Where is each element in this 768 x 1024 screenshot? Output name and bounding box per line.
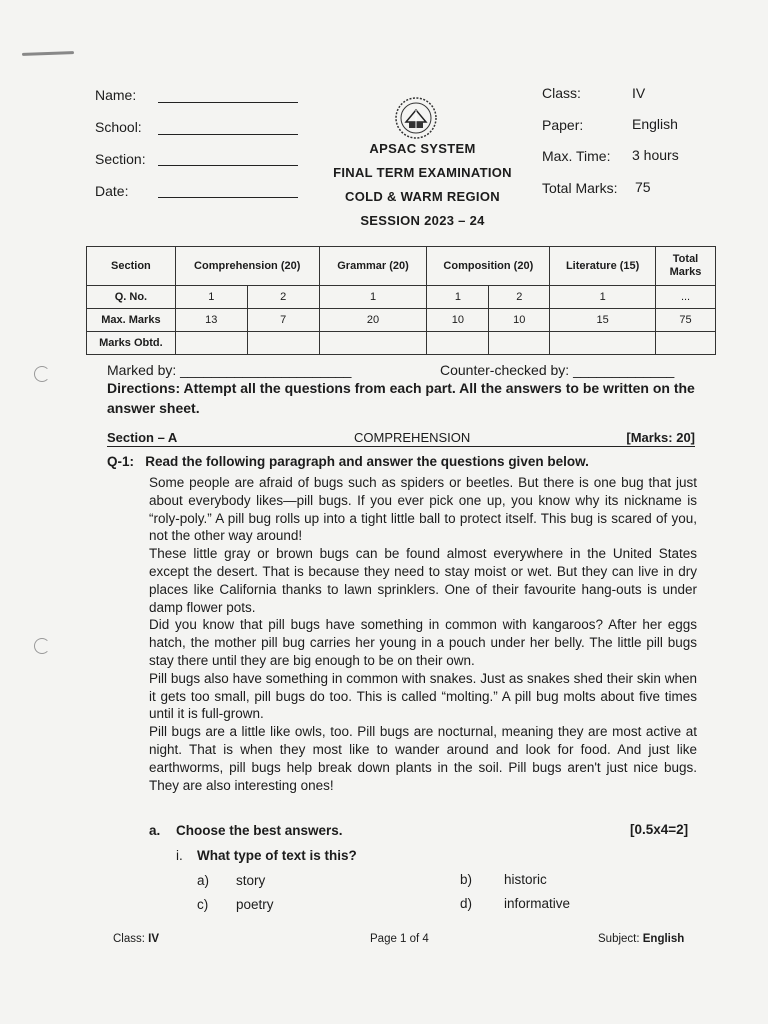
table-cell: 1 (427, 286, 489, 309)
part-a-letter: a. (149, 823, 161, 838)
footer-class-value: IV (148, 933, 160, 945)
region-title: COLD & WARM REGION (345, 189, 500, 204)
paper-value: English (632, 116, 678, 132)
pen-mark (22, 51, 74, 56)
passage-paragraph: Pill bugs also have something in common with snakes. Just as snakes shed their skin when it gets too small, pill bugs do too. This is called “molting.” A pill bug molts about five times until it is full-grown. (149, 670, 697, 722)
table-cell-empty[interactable] (247, 332, 319, 355)
total-marks-label: Total Marks: (542, 180, 618, 196)
table-cell: 2 (489, 286, 550, 309)
name-label: Name: (95, 87, 137, 103)
table-cell: 75 (656, 309, 716, 332)
directions: Directions: Attempt all the questions from each part. All the answers to be written on the answer sheet. (107, 380, 695, 416)
exam-title: FINAL TERM EXAMINATION (333, 165, 512, 180)
option-key: d) (460, 896, 473, 911)
option-key: b) (460, 872, 473, 887)
paper-label: Paper: (542, 117, 584, 133)
table-cell-empty[interactable] (175, 332, 247, 355)
session-title: SESSION 2023 – 24 (360, 213, 485, 228)
question-i-number: i. (176, 848, 183, 863)
reading-passage (149, 474, 697, 794)
part-a-marks: [0.5x4=2] (630, 822, 689, 837)
school-logo-icon (394, 96, 438, 140)
name-field-line[interactable] (158, 102, 298, 103)
table-header-cell: Section (87, 247, 176, 286)
passage-paragraph: Did you know that pill bugs have something in common with kangaroos? After her eggs hatch, the mother pill bug carries her young in a pouch under her belly. The little pill bugs stay there until they are big enough to be on their own. (149, 617, 697, 668)
footer-subject-label: Subject: (598, 933, 640, 945)
option-key: c) (197, 897, 209, 912)
time-label: Max. Time: (542, 148, 611, 164)
table-row (87, 309, 716, 332)
table-row-label: Marks Obtd. (87, 332, 176, 355)
passage-paragraph: These little gray or brown bugs can be found almost everywhere in the United States except the desert. That is because they need to stay moist or wet. But they can live in dry places like California thanks to lawn sprinklers. One of their favourite hang-outs is under damp flower pots. (149, 546, 697, 615)
table-row-label: Q. No. (87, 286, 176, 309)
table-header-cell: Comprehension (20) (175, 247, 319, 286)
table-cell-empty[interactable] (550, 332, 656, 355)
total-marks-value: 75 (635, 179, 651, 195)
part-a-title: Choose the best answers. (176, 823, 343, 838)
option-text: poetry (236, 897, 274, 912)
date-field-line[interactable] (158, 197, 298, 198)
table-cell: 7 (247, 309, 319, 332)
section-a-heading (107, 430, 695, 447)
footer-subject-value: English (642, 933, 685, 945)
section-field-line[interactable] (158, 165, 298, 166)
time-value: 3 hours (632, 147, 679, 163)
table-cell: 20 (319, 309, 427, 332)
table-header-cell: Literature (15) (550, 247, 656, 286)
table-cell: 1 (175, 286, 247, 309)
question-number: Q-1: (107, 454, 134, 469)
footer-subject (598, 933, 684, 945)
table-cell-empty[interactable] (319, 332, 427, 355)
table-row (87, 286, 716, 309)
option-text: story (236, 873, 266, 888)
option-text: historic (504, 872, 547, 887)
class-value: IV (632, 85, 646, 101)
question-1-heading (107, 454, 589, 469)
table-header-cell: Grammar (20) (319, 247, 427, 286)
table-header-row (87, 247, 716, 286)
institution-name: APSAC SYSTEM (369, 141, 476, 156)
table-header-cell: Composition (20) (427, 247, 550, 286)
marked-by: Marked by: ______________________ (107, 362, 352, 378)
table-cell: 1 (550, 286, 656, 309)
table-cell: 2 (247, 286, 319, 309)
table-cell: 15 (550, 309, 656, 332)
table-cell-empty[interactable] (427, 332, 489, 355)
section-a-label: Section – A (107, 430, 178, 445)
table-cell-empty[interactable] (656, 332, 716, 355)
section-a-title: COMPREHENSION (354, 430, 471, 445)
passage-paragraph: Pill bugs are a little like owls, too. Pill bugs are nocturnal, meaning they are most active at night. That is when they most like to wander around and look for food. And just like earthworms, pill bugs help break down plants in the soil. Pill bugs aren't just nice bugs. They are also interesting ones! (149, 724, 697, 793)
table-row (87, 332, 716, 355)
table-cell: 10 (489, 309, 550, 332)
punch-hole-mark (34, 638, 50, 654)
table-cell-empty[interactable] (489, 332, 550, 355)
table-cell: 13 (175, 309, 247, 332)
option-key: a) (197, 873, 210, 888)
table-row-label: Max. Marks (87, 309, 176, 332)
section-a-marks: [Marks: 20] (626, 430, 695, 445)
table-cell: ... (656, 286, 716, 309)
school-label: School: (95, 119, 142, 135)
date-label: Date: (95, 183, 129, 199)
question-i-text: What type of text is this? (197, 848, 357, 863)
table-cell: 10 (427, 309, 489, 332)
school-field-line[interactable] (158, 134, 298, 135)
passage-paragraph: Some people are afraid of bugs such as spiders or beetles. But there is one bug that just about everybody likes—pill bugs. If you ever pick one up, you know why its nickname is “roly-poly.” A pill bug rolls up into a tight little ball to protect itself. This bug is scared of you, not the other way around! (149, 475, 697, 544)
page-number: Page 1 of 4 (370, 933, 429, 945)
section-label: Section: (95, 151, 146, 167)
table-header-cell: Total Marks (656, 247, 716, 286)
counter-checked-by: Counter-checked by: _____________ (440, 362, 675, 378)
marks-table (86, 246, 716, 355)
footer-class-label: Class: (113, 933, 145, 945)
punch-hole-mark (34, 366, 50, 382)
option-text: informative (504, 896, 571, 911)
class-label: Class: (542, 85, 581, 101)
footer-class (113, 933, 159, 945)
table-cell: 1 (319, 286, 427, 309)
question-instruction: Read the following paragraph and answer the questions given below. (145, 454, 589, 469)
